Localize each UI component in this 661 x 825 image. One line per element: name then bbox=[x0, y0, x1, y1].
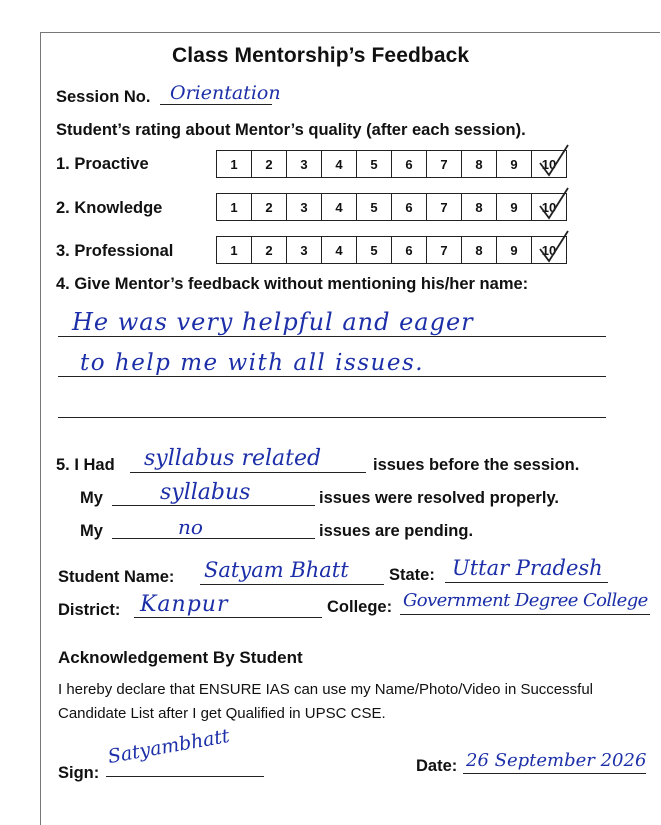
pending-underline bbox=[112, 538, 315, 539]
college-label: College: bbox=[327, 598, 393, 616]
rating-scale bbox=[216, 193, 567, 221]
resolved-underline bbox=[112, 505, 315, 506]
college-value: Government Degree College bbox=[403, 590, 648, 611]
rating-option[interactable]: 1 bbox=[217, 151, 252, 178]
rating-label: 2. Knowledge bbox=[56, 199, 163, 217]
rating-option[interactable]: 9 bbox=[497, 194, 532, 221]
feedback-line-3 bbox=[58, 417, 606, 418]
rating-option[interactable]: 8 bbox=[462, 194, 497, 221]
rating-label: 3. Professional bbox=[56, 242, 174, 260]
selected-tick-mark bbox=[534, 186, 574, 220]
session-label: Session No. bbox=[56, 88, 151, 106]
my-label-pending: My bbox=[80, 522, 103, 540]
rating-option[interactable]: 1 bbox=[217, 194, 252, 221]
state-value: Uttar Pradesh bbox=[452, 556, 603, 580]
date-underline bbox=[463, 773, 646, 774]
rating-option[interactable]: 10 bbox=[532, 237, 567, 264]
ack-heading: Acknowledgement By Student bbox=[58, 648, 303, 667]
my-label-resolved: My bbox=[80, 489, 103, 507]
rating-option[interactable]: 4 bbox=[322, 237, 357, 264]
form-title: Class Mentorship’s Feedback bbox=[172, 44, 470, 67]
date-value: 26 September 2026 bbox=[466, 750, 647, 771]
state-label: State: bbox=[389, 566, 435, 584]
rating-option[interactable]: 6 bbox=[392, 237, 427, 264]
feedback-line-1 bbox=[58, 336, 606, 337]
district-value: Kanpur bbox=[140, 592, 229, 617]
rating-option[interactable]: 7 bbox=[427, 151, 462, 178]
rating-option[interactable]: 10 bbox=[532, 194, 567, 221]
ack-line-2: Candidate List after I get Qualified in UPSC CSE. bbox=[58, 705, 386, 722]
feedback-line-2 bbox=[58, 376, 606, 377]
rating-option[interactable]: 8 bbox=[462, 237, 497, 264]
rating-option[interactable]: 6 bbox=[392, 194, 427, 221]
rating-scale bbox=[216, 236, 567, 264]
selected-tick-mark bbox=[534, 143, 574, 177]
pending-suffix: issues are pending. bbox=[319, 522, 474, 540]
rating-heading: Student’s rating about Mentor’s quality (after each session). bbox=[56, 121, 526, 139]
rating-option[interactable]: 5 bbox=[357, 194, 392, 221]
district-underline bbox=[134, 617, 322, 618]
rating-option[interactable]: 5 bbox=[357, 237, 392, 264]
college-underline bbox=[400, 614, 650, 615]
rating-option[interactable]: 9 bbox=[497, 151, 532, 178]
q4-label: 4. Give Mentor’s feedback without mentioning his/her name: bbox=[56, 275, 529, 293]
session-underline bbox=[160, 104, 272, 105]
resolved-value: syllabus bbox=[160, 480, 251, 505]
student-name-underline bbox=[200, 584, 384, 585]
rating-option[interactable]: 3 bbox=[287, 151, 322, 178]
rating-option[interactable]: 4 bbox=[322, 151, 357, 178]
district-label: District: bbox=[58, 601, 121, 619]
date-label: Date: bbox=[416, 757, 458, 775]
q5-prefix: 5. I Had bbox=[56, 456, 115, 474]
feedback-text-1: He was very helpful and eager bbox=[72, 308, 474, 336]
session-value: Orientation bbox=[170, 82, 281, 104]
feedback-text-2: to help me with all issues. bbox=[80, 350, 425, 376]
rating-option[interactable]: 1 bbox=[217, 237, 252, 264]
rating-option[interactable]: 2 bbox=[252, 151, 287, 178]
pending-value: no bbox=[178, 515, 203, 539]
rating-option[interactable]: 7 bbox=[427, 237, 462, 264]
student-name-value: Satyam Bhatt bbox=[204, 558, 349, 582]
rating-option[interactable]: 2 bbox=[252, 237, 287, 264]
rating-option[interactable]: 6 bbox=[392, 151, 427, 178]
rating-option[interactable]: 9 bbox=[497, 237, 532, 264]
rating-label: 1. Proactive bbox=[56, 155, 149, 173]
student-name-label: Student Name: bbox=[58, 568, 175, 586]
state-underline bbox=[445, 582, 608, 583]
rating-option[interactable]: 5 bbox=[357, 151, 392, 178]
sign-underline bbox=[106, 776, 264, 777]
rating-option[interactable]: 2 bbox=[252, 194, 287, 221]
q5-underline bbox=[130, 472, 366, 473]
resolved-suffix: issues were resolved properly. bbox=[319, 489, 559, 507]
sign-label: Sign: bbox=[58, 764, 100, 782]
rating-option[interactable]: 10 bbox=[532, 151, 567, 178]
rating-option[interactable]: 4 bbox=[322, 194, 357, 221]
rating-option[interactable]: 7 bbox=[427, 194, 462, 221]
signature: Satyambhatt bbox=[106, 724, 232, 768]
ack-line-1: I hereby declare that ENSURE IAS can use my Name/Photo/Video in Successful bbox=[58, 681, 593, 698]
selected-tick-mark bbox=[534, 229, 574, 263]
rating-option[interactable]: 3 bbox=[287, 194, 322, 221]
rating-scale bbox=[216, 150, 567, 178]
rating-option[interactable]: 8 bbox=[462, 151, 497, 178]
q5-value: syllabus related bbox=[144, 446, 322, 471]
rating-option[interactable]: 3 bbox=[287, 237, 322, 264]
q5-suffix: issues before the session. bbox=[373, 456, 580, 474]
